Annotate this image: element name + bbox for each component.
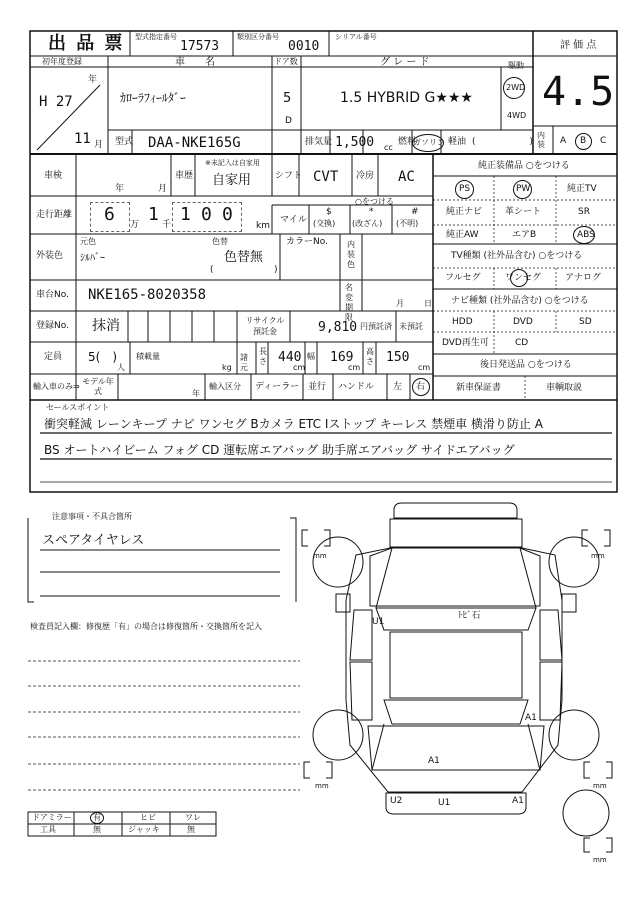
model-year-label: モデル年式	[82, 377, 114, 396]
doors-value: 5	[283, 91, 292, 106]
equip-leather: 革シート	[505, 207, 542, 217]
history-label: 車歴	[175, 171, 194, 181]
nav-sd: SD	[579, 317, 592, 327]
mileage-digit-1: 6	[104, 204, 115, 225]
height-label: 高さ	[366, 347, 374, 366]
shaken-label: 車検	[44, 171, 63, 181]
length-value: 440	[278, 350, 302, 365]
orig-color-label: 元色	[80, 237, 96, 246]
drive-2wd-circle	[503, 77, 525, 99]
equip-aw: 純正AW	[446, 230, 479, 240]
import-class-label: 輸入区分	[209, 382, 241, 391]
manual-label: 車輌取説	[546, 383, 583, 393]
dvd-playable: DVD再生可	[442, 338, 489, 348]
damage-mark-u1-hood: U1	[372, 617, 385, 627]
fuel-value: ガソリン	[413, 138, 445, 147]
light-oil-label: 軽油	[448, 137, 467, 147]
name-change-month: 月	[396, 299, 404, 308]
grade-value: 1.5 HYBRID G★★★	[340, 90, 473, 106]
mm-spare: mm	[593, 856, 607, 864]
cd-label: CD	[515, 338, 529, 348]
length-label: 長さ	[259, 347, 267, 366]
tampered-label: (改ざん)	[352, 219, 383, 228]
damage-mark-u2-bumper: U2	[390, 796, 403, 806]
exchange-symbol: $	[326, 207, 332, 217]
grade-score-value: 4.5	[542, 69, 615, 115]
mileage-sen: 千	[162, 220, 172, 230]
drive-4wd: 4WD	[507, 111, 527, 120]
shaken-year: 年	[115, 184, 125, 194]
first-reg-month: 11	[74, 131, 91, 147]
reg-no-value: 抹消	[92, 318, 120, 334]
legend-mirror-circle	[90, 812, 104, 824]
handle-right-circle	[412, 378, 430, 396]
legend-tool: 工具	[40, 825, 56, 834]
name-change-day: 日	[424, 299, 432, 308]
handle-left: 左	[393, 382, 403, 392]
doors-type: D	[285, 116, 292, 126]
import-label: 輸入車のみ⇒	[33, 382, 80, 391]
grade-score-label: 評 価 点	[560, 40, 597, 51]
capacity-unit: 人	[117, 363, 125, 372]
legend-mirror-value: 有	[93, 813, 101, 822]
damage-mark-u1-bumper: U1	[438, 798, 451, 808]
mileage-digit-3: 1	[180, 204, 191, 225]
tv-fullseg: フルセグ	[445, 273, 481, 283]
equip-pw: PW	[516, 184, 531, 194]
capacity-label: 定員	[44, 352, 63, 362]
interior-color-label: 内装色	[347, 240, 355, 269]
repaint-paren-close: )	[274, 265, 278, 275]
displacement-unit: cc	[384, 143, 393, 152]
damage-mark-a1-trunk: A1	[428, 756, 440, 766]
grade-label: グ レ ー ド	[380, 57, 430, 68]
legend-crack: ワレ	[185, 813, 201, 822]
color-label: 外装色	[36, 251, 64, 261]
mm-front-left: mm	[313, 552, 327, 560]
mileage-label: 走行距離	[36, 210, 73, 220]
first-reg-year-unit: 年	[88, 75, 98, 85]
sales-line-1: 衝突軽減 レーンキープ ナビ ワンセグ Bカメラ ETC Iストップ キーレス 禁煙車 横滑り防止 A	[44, 417, 543, 431]
mm-front-right: mm	[591, 552, 605, 560]
displacement-label: 排気量	[305, 137, 333, 147]
first-reg-era: H 27	[39, 94, 73, 110]
handle-label: ハンドル	[338, 382, 375, 392]
model-type-value: DAA-NKE165G	[148, 135, 241, 151]
height-unit: cm	[418, 363, 431, 372]
exchange-label: (交換)	[313, 219, 336, 228]
interior-b-circle	[575, 133, 592, 150]
color-no-label: カラーNo.	[286, 237, 328, 247]
category-value: 0010	[288, 39, 320, 54]
capacity-value: 5( )	[88, 350, 117, 364]
damage-mark-stonechip: ﾄﾋﾞ石	[458, 611, 481, 621]
model-year-unit: 年	[192, 389, 200, 398]
legend-mirror: ドアミラー	[32, 813, 72, 822]
equip-tv: 純正TV	[567, 184, 597, 194]
car-diagram	[302, 503, 612, 852]
first-reg-month-unit: 月	[94, 140, 104, 150]
handle-right: 右	[416, 382, 426, 392]
damage-mark-a1-bumper: A1	[512, 796, 524, 806]
chassis-value: NKE165-8020358	[88, 287, 207, 303]
recycle-unpaid: 未預託	[399, 322, 423, 331]
fuel-label: 燃料	[398, 137, 417, 147]
mileage-man: 万	[130, 220, 140, 230]
equip-airbag: エアB	[512, 230, 537, 240]
mm-rear-right: mm	[593, 782, 607, 790]
reg-no-label: 登録No.	[36, 321, 69, 331]
category-label: 類別区分番号	[237, 33, 279, 41]
shift-value: CVT	[313, 169, 339, 185]
width-unit: cm	[348, 363, 361, 372]
load-unit: kg	[222, 363, 232, 372]
drive-label: 駆動	[508, 61, 524, 70]
nav-hdd: HDD	[452, 317, 473, 327]
dims-label: 諸元	[240, 353, 248, 372]
width-label: 幅	[307, 352, 315, 361]
legend-jack: ジャッキ	[128, 825, 160, 834]
recycle-label: リサイクル預託金	[245, 316, 285, 336]
tv-analog: アナログ	[565, 273, 602, 283]
oem-title: 純正装備品 ○をつける	[478, 161, 570, 171]
repaint-paren-open: (	[210, 265, 214, 275]
car-name-value: ｶﾛｰﾗﾌｨｰﾙﾀﾞｰ	[120, 91, 187, 105]
model-type-label: 型式	[115, 137, 134, 147]
chassis-label: 車台No.	[36, 290, 69, 300]
ac-label: 冷房	[356, 171, 375, 181]
equip-abs: ABS	[577, 230, 595, 240]
legend-tool-value: 無	[93, 825, 101, 834]
height-value: 150	[386, 350, 410, 365]
tv-oneseg: ワンセグ	[505, 273, 542, 283]
interior-b: B	[580, 136, 587, 146]
shaken-month: 月	[158, 184, 168, 194]
repaint-label: 色替	[212, 237, 228, 246]
equip-ps-circle	[455, 180, 474, 199]
sheet-title: 出 品 票	[48, 33, 125, 54]
inspector-label: 検査員記入欄：修復歴「有」の場合は修復箇所・交換箇所を記入	[30, 622, 262, 631]
mile-label: マイル	[280, 215, 307, 225]
history-value: 自家用	[212, 173, 252, 188]
tampered-symbol: *	[369, 207, 374, 217]
interior-a: A	[560, 136, 567, 146]
displacement-value: 1,500	[335, 135, 375, 150]
mileage-unit: km	[256, 221, 270, 231]
nav-title: ナビ種類 (社外品含む) ○をつける	[451, 296, 589, 306]
unknown-label: (不明)	[396, 219, 419, 228]
mileage-digit-4: 0	[201, 204, 212, 225]
dealer-option: ディーラー	[255, 382, 300, 392]
damage-mark-a1-right: A1	[525, 713, 537, 723]
tv-oneseg-circle	[510, 269, 528, 287]
orig-color-value: ｼﾙﾊﾞｰ	[80, 253, 105, 264]
doors-label: ドア数	[274, 57, 298, 66]
car-name-label: 車 名	[175, 57, 215, 68]
serial-label: シリアル番号	[335, 33, 377, 41]
docs-title: 後日発送品 ○をつける	[480, 360, 572, 370]
recycle-unit: 円預託済	[360, 322, 392, 331]
ac-value: AC	[398, 169, 415, 185]
first-reg-label: 初年度登録	[42, 57, 82, 66]
equip-abs-circle	[573, 226, 595, 244]
sales-label: セールスポイント	[46, 403, 110, 412]
width-value: 169	[330, 350, 354, 365]
warranty-label: 新車保証書	[456, 383, 502, 393]
fuel-circle	[412, 134, 444, 152]
equip-pw-circle	[513, 180, 532, 199]
mileage-digit-5: 0	[222, 204, 233, 225]
legend-chip: ヒビ	[140, 813, 156, 822]
unknown-symbol: #	[411, 207, 419, 217]
equip-ps: PS	[459, 184, 471, 194]
light-oil-paren: ( )	[472, 137, 534, 147]
equip-sr: SR	[578, 207, 590, 217]
notes-text: スペアタイヤレス	[42, 533, 145, 548]
drive-2wd: 2WD	[506, 83, 526, 92]
interior-label: 内装	[537, 131, 545, 149]
mark-note: ○をつける	[355, 197, 394, 206]
mileage-digit-2: 1	[148, 204, 159, 225]
load-label: 積載量	[136, 352, 160, 361]
legend-jack-value: 無	[187, 825, 195, 834]
mm-rear-left: mm	[315, 782, 329, 790]
history-note: ※未記入は自家用	[205, 159, 260, 167]
interior-c: C	[600, 136, 607, 146]
length-unit: cm	[293, 363, 306, 372]
model-designation-label: 型式指定番号	[135, 33, 177, 41]
recycle-value: 9,810	[318, 320, 358, 335]
name-change-label: 名変期限	[345, 283, 353, 322]
sales-line-2: BS オートハイビーム フォグ CD 運転席エアバッグ 助手席エアバッグ サイドエアバッグ	[44, 443, 515, 457]
equip-nav: 純正ナビ	[446, 207, 483, 217]
tv-title: TV種類 (社外品含む) ○をつける	[451, 251, 583, 261]
model-designation-value: 17573	[180, 39, 220, 54]
parallel-option: 並行	[308, 382, 327, 392]
notes-label: 注意事項・不具合箇所	[52, 512, 132, 521]
nav-dvd: DVD	[513, 317, 533, 327]
repaint-value: 色替無	[224, 250, 264, 265]
shift-label: シフト	[275, 171, 303, 181]
